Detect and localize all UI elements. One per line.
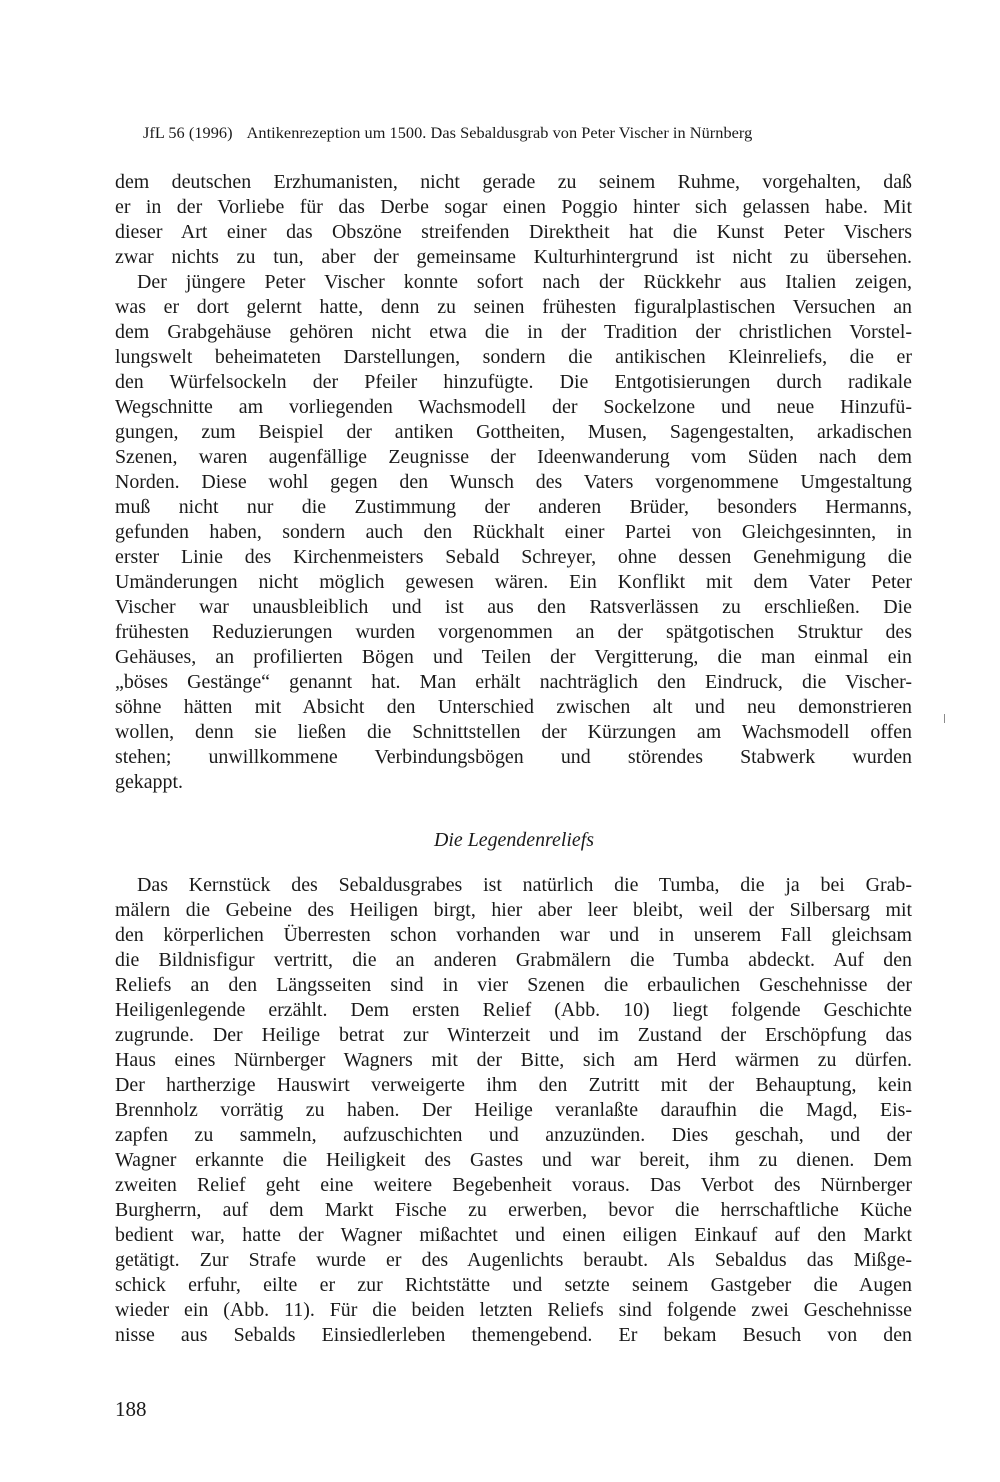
text-line: die Bildnisfigur vertritt, die an anderen Grabmälern die Tumba abdeckt. Auf den — [115, 949, 912, 971]
text-line: den Würfelsockeln der Pfeiler hinzufügte. Die Entgotisierungen durch radikale — [115, 371, 912, 393]
text-line: Brennholz vorrätig zu haben. Der Heilige veranlaßte daraufhin die Magd, Eis- — [115, 1099, 912, 1121]
text-line: gekappt. — [115, 771, 183, 793]
text-line: dieser Art einer das Obszöne streifenden Direktheit hat die Kunst Peter Vischers — [115, 221, 912, 243]
text-line: Umänderungen nicht möglich gewesen wären. Ein Konflikt mit dem Vater Peter — [115, 571, 912, 593]
text-line: schick erfuhr, eilte er zur Richtstätte und setzte seinem Gastgeber die Augen — [115, 1274, 912, 1296]
text-line: was er dort gelernt hatte, denn zu seinen frühesten figuralplastischen Versuchen an — [115, 296, 912, 318]
text-line: Wegschnitte am vorliegenden Wachsmodell der Sockelzone und neue Hinzufü- — [115, 396, 912, 418]
text-line: muß nicht nur die Zustimmung der anderen Brüder, besonders Hermanns, — [115, 496, 912, 518]
running-header — [143, 123, 903, 143]
text-line: erster Linie des Kirchenmeisters Sebald Schreyer, ohne dessen Genehmigung die — [115, 546, 912, 568]
text-line: zugrunde. Der Heilige betrat zur Winterzeit und im Zustand der Erschöpfung das — [115, 1024, 912, 1046]
text-line: Wagner erkannte die Heiligkeit des Gastes und war bereit, ihm zu dienen. Dem — [115, 1149, 912, 1171]
text-line: Burgherrn, auf dem Markt Fische zu erwerben, bevor die herrschaftliche Küche — [115, 1199, 912, 1221]
text-line: wollen, denn sie ließen die Schnittstellen der Kürzungen am Wachsmodell offen — [115, 721, 912, 743]
text-line: mälern die Gebeine des Heiligen birgt, hier aber leer bleibt, weil der Silbersarg mit — [115, 899, 912, 921]
text-block-lower — [115, 873, 912, 1348]
text-line: Das Kernstück des Sebaldusgrabes ist natürlich die Tumba, die ja bei Grab- — [137, 874, 912, 896]
section-heading — [0, 828, 1000, 853]
article-title: Antikenrezeption um 1500. Das Sebaldusgrab von Peter Vischer in Nürnberg — [246, 123, 753, 142]
text-line: zapfen zu sammeln, aufzuschichten und anzuzünden. Dies geschah, und der — [115, 1124, 912, 1146]
text-line: wieder ein (Abb. 11). Für die beiden letzten Reliefs sind folgende zwei Geschehnisse — [115, 1299, 912, 1321]
text-line: Der hartherzige Hauswirt verweigerte ihm den Zutritt mit der Behauptung, kein — [115, 1074, 912, 1096]
text-line: Der jüngere Peter Vischer konnte sofort nach der Rückkehr aus Italien zeigen, — [137, 271, 912, 293]
text-line: „böses Gestänge“ genannt hat. Man erhält nachträglich den Eindruck, die Vischer- — [115, 671, 912, 693]
text-line: getätigt. Zur Strafe wurde er des Augenlichts beraubt. Als Sebaldus das Mißge- — [115, 1249, 912, 1271]
text-line: frühesten Reduzierungen wurden vorgenommen an der spätgotischen Struktur des — [115, 621, 912, 643]
text-line: Szenen, waren augenfällige Zeugnisse der Ideenwanderung vom Süden nach dem — [115, 446, 912, 468]
text-line: Vischer war unausbleiblich und ist aus den Ratsverlässen zu erschließen. Die — [115, 596, 912, 618]
text-line: Heiligenlegende erzählt. Dem ersten Relief (Abb. 10) liegt folgende Geschichte — [115, 999, 912, 1021]
text-line: Reliefs an den Längsseiten sind in vier Szenen die erbaulichen Geschehnisse der — [115, 974, 912, 996]
text-line: stehen; unwillkommene Verbindungsbögen und störendes Stabwerk wurden — [115, 746, 912, 768]
text-line: gefunden haben, sondern auch den Rückhalt einer Partei von Gleichgesinnten, in — [115, 521, 912, 543]
text-block-upper — [115, 170, 912, 795]
text-line: den körperlichen Überresten schon vorhanden war und in unserem Fall gleichsam — [115, 924, 912, 946]
text-line: zweiten Relief geht eine weitere Begebenheit voraus. Das Verbot des Nürnberger — [115, 1174, 912, 1196]
text-line: Haus eines Nürnberger Wagners mit der Bitte, sich am Herd wärmen zu dürfen. — [115, 1049, 912, 1071]
text-line: söhne hätten mit Absicht den Unterschied zwischen alt und neu demonstrieren — [115, 696, 912, 718]
text-line: er in der Vorliebe für das Derbe sogar einen Poggio hinter sich gelassen habe. Mit — [115, 196, 912, 218]
journal-reference: JfL 56 (1996) — [143, 123, 233, 142]
text-line: zwar nichts zu tun, aber der gemeinsame Kulturhintergrund ist nicht zu übersehen. — [115, 246, 912, 268]
text-line: Gehäuses, an profilierten Bögen und Teilen der Vergitterung, die man einmal ein — [115, 646, 912, 668]
section-heading-text: Die Legendenreliefs — [434, 829, 594, 851]
text-line: gungen, zum Beispiel der antiken Gottheiten, Musen, Sagengestalten, arkadischen — [115, 421, 912, 443]
text-line: nisse aus Sebalds Einsiedlerleben themengebend. Er bekam Besuch von den — [115, 1324, 912, 1346]
text-line: dem Grabgehäuse gehören nicht etwa die in der Tradition der christlichen Vorstel- — [115, 321, 912, 343]
margin-mark — [944, 714, 945, 723]
text-line: Norden. Diese wohl gegen den Wunsch des Vaters vorgenommene Umgestaltung — [115, 471, 912, 493]
text-line: lungswelt beheimateten Darstellungen, sondern die antikischen Kleinreliefs, die er — [115, 346, 912, 368]
page-number: 188 — [115, 1397, 147, 1421]
text-line: bedient war, hatte der Wagner mißachtet und einen eiligen Einkauf auf den Markt — [115, 1224, 912, 1246]
text-line: dem deutschen Erzhumanisten, nicht gerade zu seinem Ruhme, vorgehalten, daß — [115, 171, 912, 193]
